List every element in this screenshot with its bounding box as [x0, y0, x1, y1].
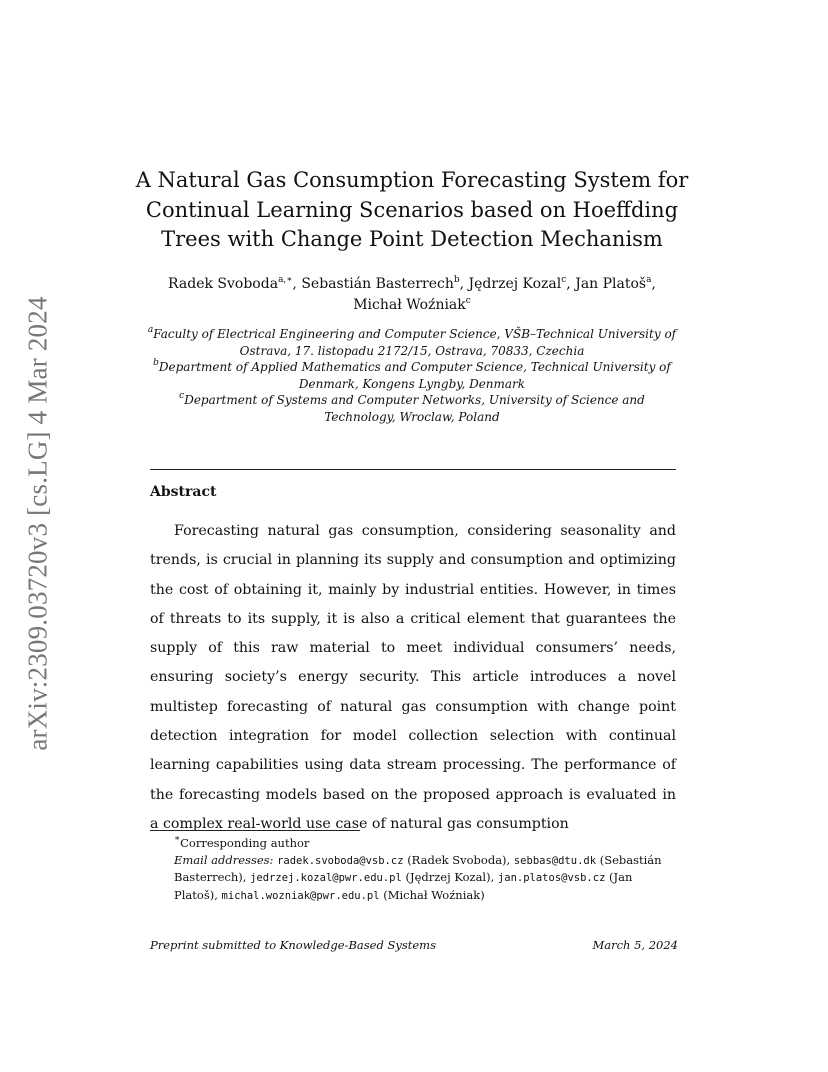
arxiv-identifier-text: arXiv:2309.03720v3 [cs.LG] 4 Mar 2024	[22, 295, 53, 751]
author-separator: ,	[566, 276, 576, 292]
abstract-text: Forecasting natural gas consumption, considering seasonality and trends, is crucial in planning its supply and consumption and optimizing the cost of obtaining it, mainly by industrial entities. However, in times of threats to its supply, it is also a critical element that guarantees the supply of this raw material to meet individual consumers’ needs, ensuring society’s energy security. This article introduces a novel multistep forecasting of natural gas consumption with change point detection integration for model collection selection with continual learning capabilities using data stream processing. The performance of the forecasting models based on the proposed approach is evaluated in a complex real-world use case of natural gas consumption	[150, 523, 676, 832]
affiliation-text: Faculty of Electrical Engineering and Computer Science, VŠB–Technical University of Ostrava, 17. listopadu 2172/15, Ostrava, 70833, Czechia	[153, 327, 677, 358]
email-link[interactable]: jan.platos@vsb.cz	[497, 872, 606, 885]
author-name: Sebastián Basterrech	[301, 276, 454, 292]
corresponding-author-text: Corresponding author	[180, 836, 310, 850]
author-name: Jan Platoš	[575, 276, 647, 292]
author-list	[130, 274, 694, 316]
email-link[interactable]: jedrzej.kozal@pwr.edu.pl	[250, 872, 402, 885]
author-separator: ,	[459, 276, 469, 292]
footnote-divider	[150, 830, 360, 831]
abstract-heading: Abstract	[150, 484, 217, 500]
author-name: Jędrzej Kozal	[468, 276, 562, 292]
affiliation-b	[146, 359, 678, 392]
affiliation-mark: b	[153, 358, 159, 368]
paper-title	[120, 166, 704, 255]
email-link[interactable]: sebbas@dtu.dk	[513, 854, 597, 867]
email-addresses: Email addresses: radek.svoboda@vsb.cz (Radek Svoboda), sebbas@dtu.dk (Sebastián Basterrech), jedrzej.kozal@pwr.edu.pl (Jędrzej Kozal), jan.platos@vsb.cz (Jan Platoš), michal.wozniak@pwr.edu.pl (Michał Woźniak)	[174, 852, 662, 902]
author-affiliation-mark: a,∗	[278, 275, 293, 285]
footnote-mark: ∗	[174, 834, 181, 844]
title-line: Continual Learning Scenarios based on Hoeffding	[145, 197, 679, 222]
email-owner: (Radek Svoboda)	[407, 852, 507, 867]
author-separator: ,	[292, 276, 302, 292]
preprint-note: Preprint submitted to Knowledge-Based Systems	[150, 938, 436, 952]
title-line: A Natural Gas Consumption Forecasting System for	[135, 168, 689, 192]
title-line: Trees with Change Point Detection Mechanism	[161, 227, 663, 251]
affiliation-text: Department of Applied Mathematics and Computer Science, Technical University of Denmark, Kongens Lyngby, Denmark	[158, 360, 671, 391]
affiliation-c	[146, 392, 678, 425]
affiliation-mark: a	[147, 325, 154, 335]
affiliation-a	[146, 326, 678, 359]
email-owner: (Michał Woźniak)	[383, 887, 485, 902]
author-name: Michał Woźniak	[353, 297, 466, 313]
email-owner: (Jędrzej Kozal)	[405, 870, 491, 885]
author-affiliation-mark: c	[561, 275, 567, 285]
affiliations	[146, 326, 678, 425]
preprint-date: March 5, 2024	[592, 938, 678, 952]
email-label: Email addresses:	[174, 852, 274, 867]
email-link[interactable]: michal.wozniak@pwr.edu.pl	[221, 889, 380, 902]
section-divider	[150, 469, 676, 470]
email-link[interactable]: radek.svoboda@vsb.cz	[277, 854, 404, 867]
affiliation-mark: c	[179, 391, 185, 401]
author-separator: ,	[651, 276, 656, 292]
author-name: Radek Svoboda	[168, 276, 279, 292]
page-footer	[150, 938, 678, 952]
author-affiliation-mark: a	[646, 275, 652, 285]
email-owner: (Sebastián Basterrech)	[174, 852, 662, 885]
author-affiliation-mark: b	[453, 275, 460, 285]
corresponding-author-note	[150, 835, 678, 852]
author-affiliation-mark: c	[465, 296, 471, 306]
arxiv-side-identifier	[16, 288, 60, 758]
footnotes	[150, 835, 678, 904]
affiliation-text: Department of Systems and Computer Networks, University of Science and Technology, Wroclaw, Poland	[184, 393, 645, 424]
email-owner: (Jan Platoš)	[174, 870, 633, 902]
